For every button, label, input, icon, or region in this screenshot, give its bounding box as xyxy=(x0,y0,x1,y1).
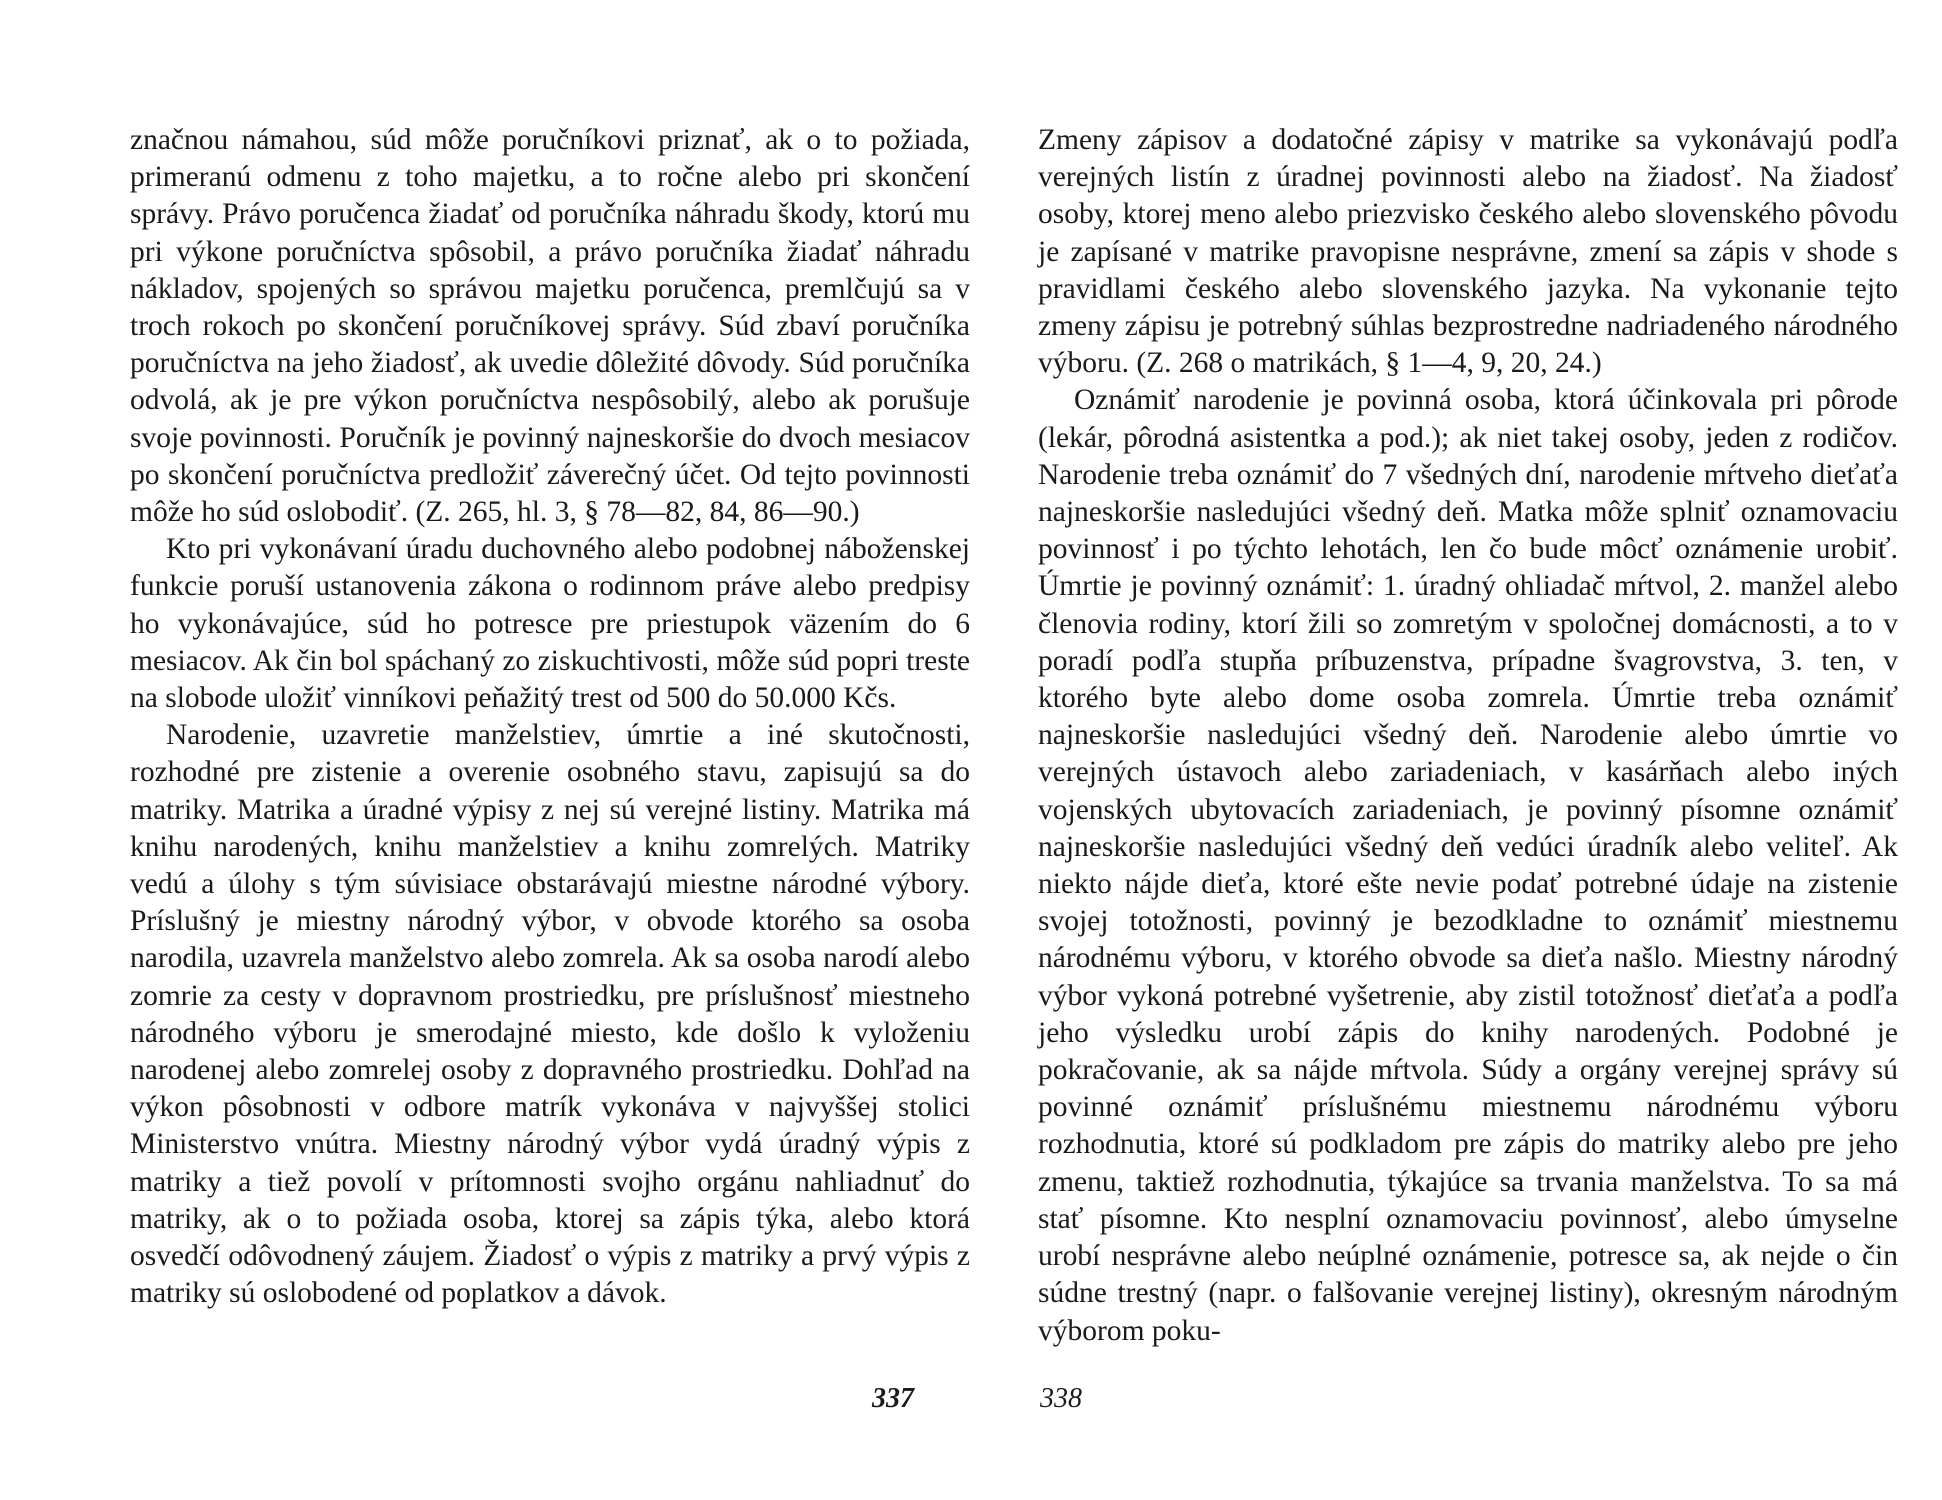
left-page-text xyxy=(130,122,970,1313)
paragraph: značnou námahou, súd môže poručníkovi priznať, ak o to požiada, primeranú odmenu z toho majetku, a to ročne alebo pri skončení správy. Právo poručenca žiadať od poručníka náhradu škody, ktorú mu pri výkone poručníctva spôsobil, a právo poručníka žiadať náhradu nákladov, spojených so správou majetku poručenca, premlčujú sa v troch rokoch po skončení poručníkovej správy. Súd zbaví poručníka poručníctva na jeho žiadosť, ak uvedie dôležité dôvody. Súd poručníka odvolá, ak je pre výkon poručníctva nespôsobilý, alebo ak porušuje svoje povinnosti. Poručník je povinný najneskoršie do dvoch mesiacov po skončení poručníctva predložiť záverečný účet. Od tejto povinnosti môže ho súd oslobodiť. (Z. 265, hl. 3, § 78—82, 84, 86—90.) xyxy=(130,124,970,529)
right-page xyxy=(1038,122,1898,1350)
paragraph: Kto pri vykonávaní úradu duchovného alebo podobnej náboženskej funkcie poruší ustanovenia zákona o rodinnom práve alebo predpisy ho vykonávajúce, súd ho potresce pre priestupok väzením do 6 mesiacov. Ak čin bol spáchaný zo ziskuchtivosti, môže súd popri treste na slobode uložiť vinníkovi peňažitý trest od 500 do 50.000 Kčs. xyxy=(130,533,970,715)
paragraph: Narodenie, uzavretie manželstiev, úmrtie a iné skutočnosti, rozhodné pre zistenie a overenie osobného stavu, zapisujú sa do matriky. Matrika a úradné výpisy z nej sú verejné listiny. Matrika má knihu narodených, knihu manželstiev a knihu zomrelých. Matriky vedú a úlohy s tým súvisiace obstarávajú miestne národné výbory. Príslušný je miestny národný výbor, v obvode ktorého sa osoba narodila, uzavrela manželstvo alebo zomrela. Ak sa osoba narodí alebo zomrie za cesty v dopravnom prostriedku, pre príslušnosť miestneho národného výboru je smerodajné miesto, kde došlo k vyloženiu narodenej alebo zomrelej osoby z dopravného prostriedku. Dohľad na výkon pôsobnosti v odbore matrík vykonáva v najvyššej stolici Ministerstvo vnútra. Miestny národný výbor vydá úradný výpis z matriky a tiež povolí v prítomnosti svojho orgánu nahliadnuť do matriky, ak o to požiada osoba, ktorej sa zápis týka, alebo ktorá osvedčí odôvodnený záujem. Žiadosť o výpis z matriky a prvý výpis z matriky sú oslobodené od poplatkov a dávok. xyxy=(130,719,970,1310)
left-page xyxy=(130,122,970,1313)
paragraph: Zmeny zápisov a dodatočné zápisy v matrike sa vykonávajú podľa verejných listín z úradnej povinnosti alebo na žiadosť. Na žiadosť osoby, ktorej meno alebo priezvisko českého alebo slovenského pôvodu je zapísané v matrike pravopisne nesprávne, zmení sa zápis v shode s pravidlami českého alebo slovenského jazyka. Na vykonanie tejto zmeny zápisu je potrebný súhlas bezprostredne nadriadeného národného výboru. (Z. 268 o matrikách, § 1—4, 9, 20, 24.) xyxy=(1038,124,1898,380)
right-page-text xyxy=(1038,122,1898,1350)
page-number-left: 337 xyxy=(872,1383,914,1414)
paragraph: Oznámiť narodenie je povinná osoba, ktorá účinkovala pri pôrode (lekár, pôrodná asistentka a pod.); ak niet takej osoby, jeden z rodičov. Narodenie treba oznámiť do 7 všedných dní, narodenie mŕtveho dieťaťa najneskoršie nasledujúci všedný deň. Matka môže splniť oznamovaciu povinnosť i po týchto lehotách, len čo bude môcť oznámenie urobiť. Úmrtie je povinný oznámiť: 1. úradný ohliadač mŕtvol, 2. manžel alebo členovia rodiny, ktorí žili so zomretým v spoločnej domácnosti, a to v poradí podľa stupňa príbuzenstva, prípadne švagrovstva, 3. ten, v ktorého byte alebo dome osoba zomrela. Úmrtie treba oznámiť najneskoršie nasledujúci všedný deň. Narodenie alebo úmrtie vo verejných ústavoch alebo zariadeniach, v kasárňach alebo iných vojenských ubytovacích zariadeniach, je povinný písomne oznámiť najneskoršie nasledujúci všedný deň vedúci úradník alebo veliteľ. Ak niekto nájde dieťa, ktoré ešte nevie podať potrebné údaje na zistenie svojej totožnosti, povinný je bezodkladne to oznámiť miestnemu národnému výboru, v ktorého obvode sa dieťa našlo. Miestny národný výbor vykoná potrebné vyšetrenie, aby zistil totožnosť dieťaťa a podľa jeho výsledku urobí zápis do knihy narodených. Podobné je pokračovanie, ak sa nájde mŕtvola. Súdy a orgány verejnej správy sú povinné oznámiť príslušnému miestnemu národnému výboru rozhodnutia, ktoré sú podkladom pre zápis do matriky alebo pre jeho zmenu, taktiež rozhodnutia, týkajúce sa trvania manželstva. To sa má stať písomne. Kto nesplní oznamovaciu povinnosť, alebo úmyselne urobí nesprávne alebo neúplné oznámenie, potresce sa, ak nejde o čin súdne trestný (napr. o falšovanie verejnej listiny), okresným národným výborom poku- xyxy=(1038,384,1898,1347)
page-number-right: 338 xyxy=(1040,1383,1082,1414)
